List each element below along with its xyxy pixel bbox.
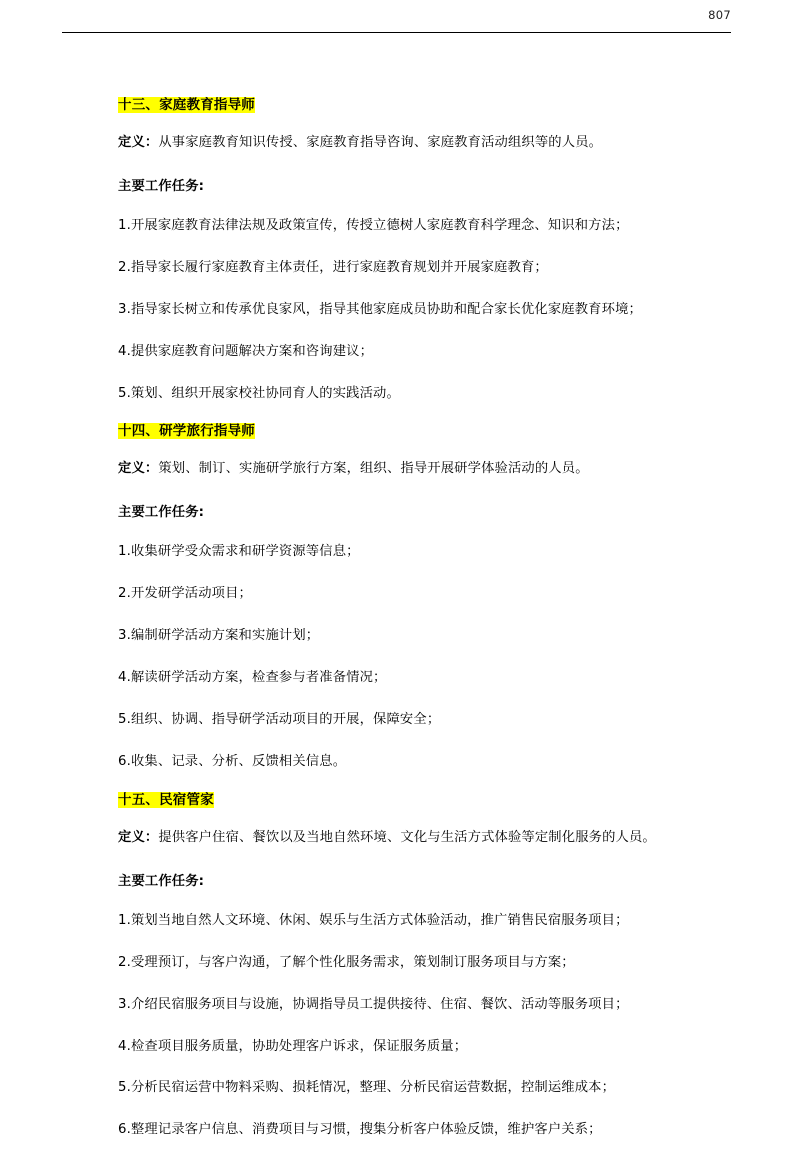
task-item: 2.指导家长履行家庭教育主体责任，进行家庭教育规划并开展家庭教育； [118, 259, 548, 275]
tasks-title: 主要工作任务: [118, 178, 205, 194]
tasks-title: 主要工作任务: [118, 505, 205, 521]
definition-label: 定义： [118, 461, 159, 477]
section-heading [118, 414, 685, 446]
definition-label: 定义： [118, 134, 159, 150]
definition-text: 提供客户住宿、餐饮以及当地自然环境、文化与生活方式体验等定制化服务的人员。 [158, 829, 656, 845]
section-heading [118, 783, 685, 815]
task-item: 6.整理记录客户信息、消费项目与习惯，搜集分析客户体验反馈，维护客户关系； [118, 1122, 602, 1138]
task-item: 1.策划当地自然人文环境、休闲、娱乐与生活方式体验活动，推广销售民宿服务项目； [118, 912, 629, 928]
definition-label: 定义： [118, 829, 159, 845]
task-item: 4.提供家庭教育问题解决方案和咨询建议； [118, 343, 374, 359]
document-content [118, 88, 685, 1151]
section-15 [118, 783, 685, 1151]
task-item: 3.指导家长树立和传承优良家风，指导其他家庭成员协助和配合家长优化家庭教育环境； [118, 301, 642, 317]
section-heading-text: 十三、家庭教育指导师 [118, 97, 255, 113]
task-item: 5.组织、协调、指导研学活动项目的开展，保障安全； [118, 712, 441, 728]
section-heading [118, 88, 685, 120]
task-item: 3.介绍民宿服务项目与设施，协调指导员工提供接待、住宿、餐饮、活动等服务项目； [118, 996, 629, 1012]
task-item: 4.解读研学活动方案，检查参与者准备情况； [118, 670, 387, 686]
section-14 [118, 414, 685, 782]
tasks-title: 主要工作任务: [118, 873, 205, 889]
definition-text: 从事家庭教育知识传授、家庭教育指导咨询、家庭教育活动组织等的人员。 [158, 134, 603, 150]
section-heading-text: 十五、民宿管家 [118, 791, 214, 808]
task-item: 3.编制研学活动方案和实施计划； [118, 628, 320, 644]
task-item: 2.开发研学活动项目； [118, 586, 253, 602]
task-item: 2.受理预订，与客户沟通，了解个性化服务需求，策划制订服务项目与方案； [118, 954, 575, 970]
definition-text: 策划、制订、实施研学旅行方案，组织、指导开展研学体验活动的人员。 [158, 461, 589, 477]
task-item: 1.开展家庭教育法律法规及政策宣传，传授立德树人家庭教育科学理念、知识和方法； [118, 217, 629, 233]
task-item: 6.收集、记录、分析、反馈相关信息。 [118, 753, 347, 769]
task-item: 5.策划、组织开展家校社协同育人的实践活动。 [118, 385, 400, 401]
task-item: 4.检查项目服务质量，协助处理客户诉求，保证服务质量； [118, 1038, 468, 1054]
definition-paragraph [118, 815, 685, 859]
definition-paragraph [118, 446, 685, 490]
task-item: 1.收集研学受众需求和研学资源等信息； [118, 544, 360, 560]
section-heading-text: 十四、研学旅行指导师 [118, 423, 255, 440]
header-divider [62, 32, 731, 33]
definition-paragraph [118, 120, 685, 164]
section-13 [118, 88, 685, 414]
task-item: 5.分析民宿运营中物料采购、损耗情况，整理、分析民宿运营数据，控制运维成本； [118, 1080, 616, 1096]
page-number: 807 [708, 8, 731, 22]
